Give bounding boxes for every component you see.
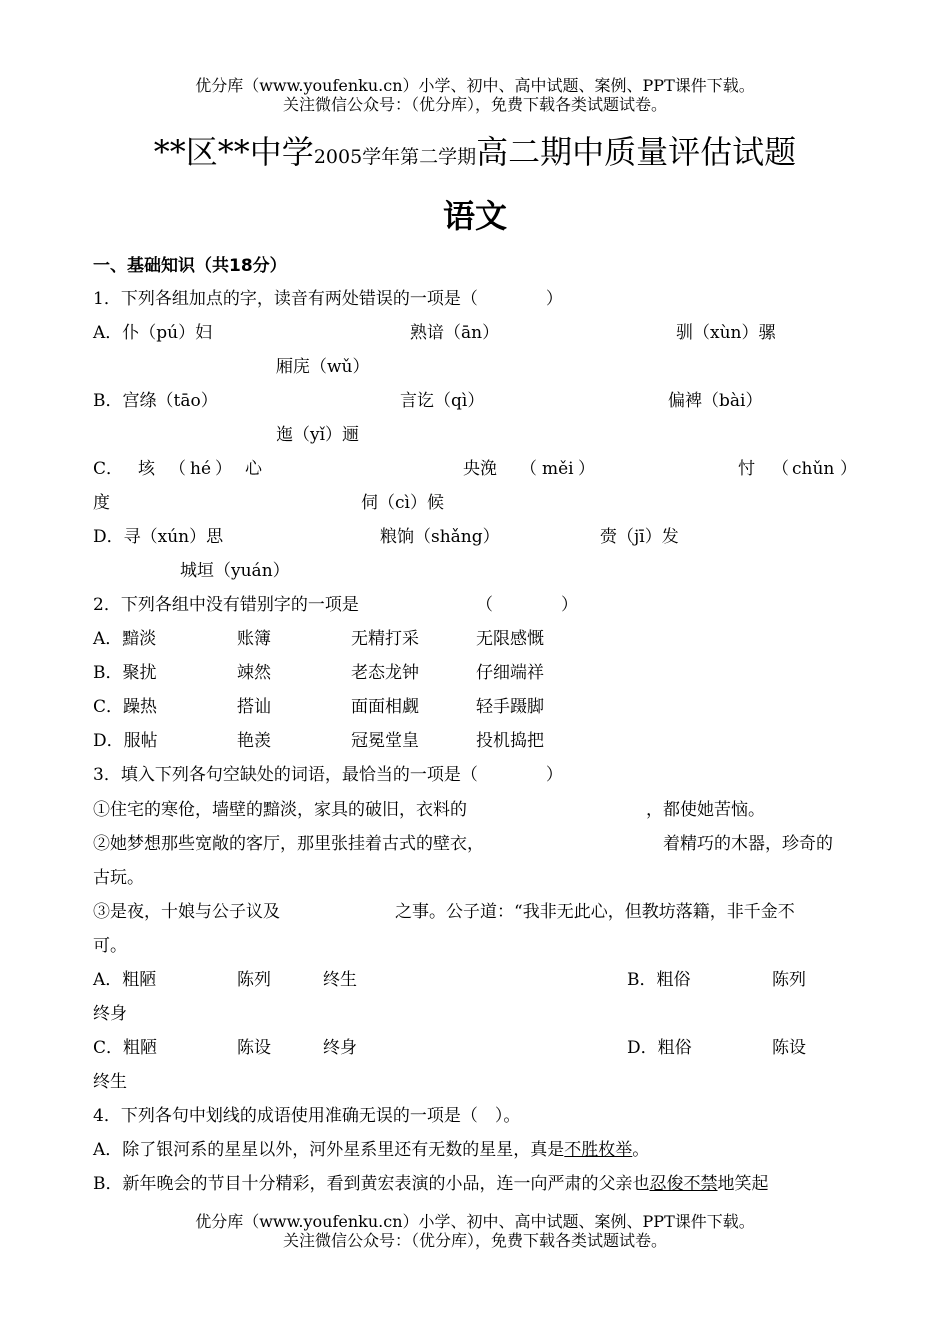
q3-sentence1-start: ①住宅的寒伧，墙壁的黯淡，家具的破旧，衣料的 <box>93 800 467 820</box>
q3-option-c-word3: 终身 <box>323 1038 357 1058</box>
q3-sentence2-mid: 着精巧的木器，珍奇的 <box>663 834 833 854</box>
footer-line-2: 关注微信公众号：（优分库），免费下载各类试题试卷。 <box>282 1231 667 1250</box>
header-line-2: 关注微信公众号：（优分库），免费下载各类试题试卷。 <box>282 95 667 114</box>
q3-option-a-word2: 陈列 <box>237 970 271 990</box>
title-term: 2005学年第二学期 <box>313 146 477 168</box>
q2-c-word1: C．躁热 <box>93 697 158 717</box>
q4-option-b <box>93 1173 769 1195</box>
q1-option-c-word3: 忖 <box>738 459 755 479</box>
q3-option-c-word1: C．粗陋 <box>93 1038 158 1058</box>
q2-d-word2: 艳羡 <box>237 731 271 751</box>
q3-option-b-word3: 终身 <box>93 1004 127 1024</box>
q1-option-b3: 偏裨（bài） <box>668 391 763 411</box>
q3-sentence3-end: 可。 <box>93 936 127 956</box>
q2-b-word4: 仔细端祥 <box>476 663 544 683</box>
q1-option-c-word3-end: 度 <box>93 493 110 513</box>
q3-option-d-word1: D．粗俗 <box>627 1038 692 1058</box>
q3-sentence2-start: ②她梦想那些宽敞的客厅，那里张挂着古式的壁衣， <box>93 834 484 854</box>
q2-a-word3: 无精打采 <box>351 629 419 649</box>
q1-option-a4: 厢庑（wǔ） <box>276 357 370 377</box>
q3-sentence1-end: ，都使她苦恼。 <box>646 800 765 820</box>
q1-option-c4: 伺（cì）候 <box>361 493 444 513</box>
q1-option-c-word1: 垓 <box>138 459 155 479</box>
q4-option-b-text: B．新年晚会的节目十分精彩，看到黄宏表演的小品，连一向严肃的父亲也 <box>93 1174 650 1194</box>
q3-option-c-word2: 陈设 <box>237 1038 271 1058</box>
q3-option-a-word3: 终生 <box>323 970 357 990</box>
q4-option-a <box>93 1139 649 1161</box>
q2-c-word4: 轻手蹑脚 <box>476 697 544 717</box>
q3-sentence2-end: 古玩。 <box>93 868 144 888</box>
q3-stem: 3．填入下列各句空缺处的词语，最恰当的一项是（ ） <box>93 765 563 785</box>
q3-sentence3-mid: 之事。公子道：“我非无此心，但教坊落籍，非千金不 <box>395 902 795 922</box>
subject-heading: 语文 <box>442 197 507 235</box>
q4-stem: 4．下列各句中划线的成语使用准确无误的一项是（ ）。 <box>93 1106 521 1126</box>
q2-d-word4: 投机捣把 <box>476 731 544 751</box>
q4-option-b-end: 地笑起 <box>717 1174 769 1194</box>
q1-option-a2: 熟谙（ān） <box>410 323 500 343</box>
q2-d-word3: 冠冕堂皇 <box>351 731 419 751</box>
q2-b-word1: B．聚扰 <box>93 663 157 683</box>
q4-option-a-end: 。 <box>632 1140 650 1160</box>
q1-option-c-word1-end: 心 <box>245 459 262 479</box>
q1-option-b1: B．宫绦（tāo） <box>93 391 218 411</box>
q2-b-word3: 老态龙钟 <box>351 663 419 683</box>
q1-option-d1: D．寻（xún）思 <box>93 527 224 547</box>
exam-title <box>0 132 950 177</box>
q2-stem: 2．下列各组中没有错别字的一项是 <box>93 595 359 615</box>
q3-option-d-word3: 终生 <box>93 1072 127 1092</box>
q2-answer-paren: （ ） <box>476 595 578 615</box>
q3-option-b-word2: 陈列 <box>772 970 806 990</box>
q3-option-a-word1: A．粗陋 <box>93 970 157 990</box>
q4-option-b-idiom: 忍俊不禁 <box>649 1174 718 1194</box>
section-heading-basics: 一、基础知识（共18分） <box>93 256 287 276</box>
q1-option-c-paren2-close: ） <box>578 459 595 479</box>
title-exam: 高二期中质量评估试题 <box>476 133 797 171</box>
q1-option-c-paren-close: ） <box>215 459 232 479</box>
q4-option-a-idiom: 不胜枚举 <box>564 1140 633 1160</box>
q1-option-c-paren3-close: ） <box>840 459 857 479</box>
q3-option-b-word1: B．粗俗 <box>627 970 691 990</box>
q2-a-word1: A．黯淡 <box>93 629 157 649</box>
q1-option-b4: 迤（yǐ）逦 <box>276 425 360 445</box>
q1-option-c-pinyin1: hé <box>190 459 212 479</box>
q1-stem: 1．下列各组加点的字，读音有两处错误的一项是（ ） <box>93 289 563 309</box>
q1-option-a1: A．仆（pú）妇 <box>93 323 213 343</box>
q1-option-c-paren3-open: （ <box>772 459 789 479</box>
q1-option-c-paren2-open: （ <box>520 459 537 479</box>
q1-option-c-pinyin3: chǔn <box>792 459 835 479</box>
q1-option-d3: 赍（jī）发 <box>600 527 679 547</box>
footer-line-1: 优分库（www.youfenku.cn）小学、初中、高中试题、案例、PPT课件下载。 <box>195 1212 755 1231</box>
q1-option-c-paren-open: （ <box>169 459 186 479</box>
q2-a-word2: 账簿 <box>237 629 271 649</box>
q1-option-b2: 言讫（qì） <box>400 391 485 411</box>
q1-option-d2: 粮饷（shǎng） <box>380 527 500 547</box>
q1-option-c-pinyin2: měi <box>542 459 574 479</box>
q2-c-word3: 面面相觑 <box>351 697 419 717</box>
title-school: **区**中学 <box>153 133 314 171</box>
q3-sentence3-start: ③是夜，十娘与公子议及 <box>93 902 280 922</box>
q3-option-d-word2: 陈设 <box>772 1038 806 1058</box>
q1-option-c-word2: 央浼 <box>463 459 497 479</box>
q4-option-a-text: A．除了银河系的星星以外，河外星系里还有无数的星星，真是 <box>93 1140 565 1160</box>
header-line-1: 优分库（www.youfenku.cn）小学、初中、高中试题、案例、PPT课件下载。 <box>195 76 755 95</box>
q2-c-word2: 搭讪 <box>237 697 271 717</box>
q1-option-a3: 驯（xùn）骡 <box>676 323 776 343</box>
q1-option-c-label: C． <box>93 459 124 479</box>
q1-option-d4: 城垣（yuán） <box>180 561 290 581</box>
q2-a-word4: 无限感慨 <box>476 629 544 649</box>
q2-b-word2: 竦然 <box>237 663 271 683</box>
q2-d-word1: D．服帖 <box>93 731 158 751</box>
